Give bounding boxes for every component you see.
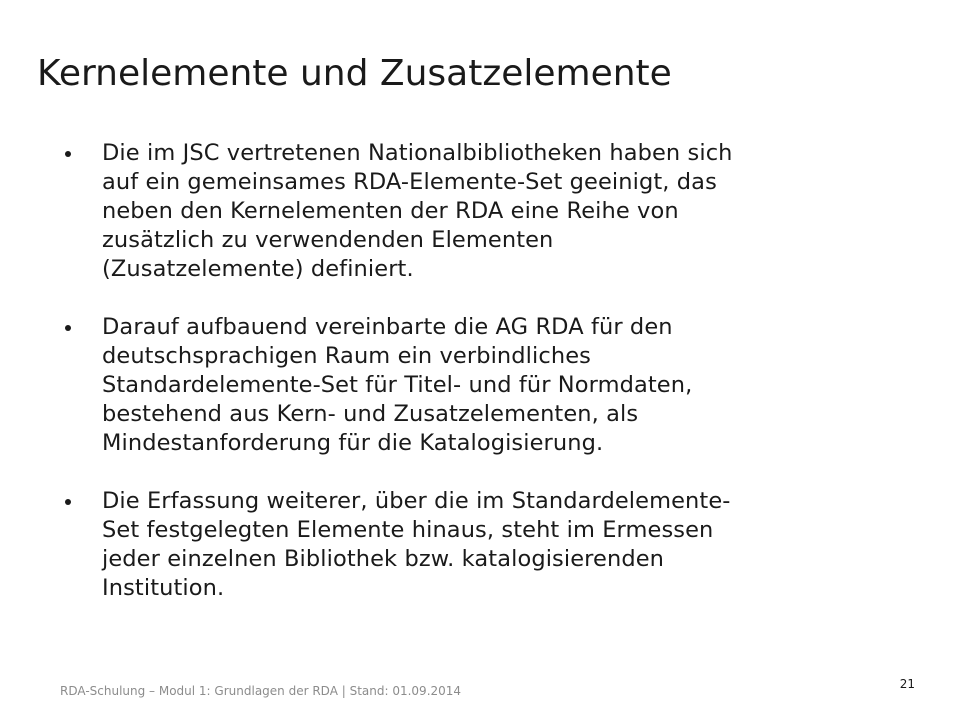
bullet-dot-icon (65, 325, 71, 331)
bullet-text-line: jeder einzelnen Bibliothek bzw. katalogisierenden (102, 546, 665, 572)
bullet-text-line: Darauf aufbauend vereinbarte die AG RDA für den (102, 314, 673, 340)
footer-text: RDA-Schulung – Modul 1: Grundlagen der RDA | Stand: 01.09.2014 (60, 684, 462, 698)
bullet-text-line: Mindestanforderung für die Katalogisierung. (102, 430, 604, 456)
bullet-text-line: Standardelemente-Set für Titel- und für Normdaten, (102, 372, 693, 398)
bullet-text-line: Die Erfassung weiterer, über die im Standardelemente- (102, 488, 731, 514)
bullet-text-line: zusätzlich zu verwendenden Elementen (102, 227, 554, 253)
bullet-item-jsc (65, 139, 865, 284)
bullet-list (65, 139, 865, 603)
bullet-item-ag-rda (65, 313, 865, 458)
bullet-item-erfassung (65, 487, 865, 603)
bullet-text-line: Institution. (102, 575, 225, 601)
bullet-text-line: auf ein gemeinsames RDA-Elemente-Set geeinigt, das (102, 169, 717, 195)
bullet-text-line: (Zusatzelemente) definiert. (102, 256, 414, 282)
bullet-dot-icon (65, 151, 71, 157)
bullet-dot-icon (65, 499, 71, 505)
bullet-text-line: Set festgelegten Elemente hinaus, steht im Ermessen (102, 517, 714, 543)
bullet-text-line: neben den Kernelementen der RDA eine Reihe von (102, 198, 679, 224)
bullet-text-line: deutschsprachigen Raum ein verbindliches (102, 343, 591, 369)
page-number: 21 (899, 677, 915, 691)
slide-title: Kernelemente und Zusatzelemente (37, 53, 672, 94)
bullet-text-line: Die im JSC vertretenen Nationalbibliotheken haben sich (102, 140, 733, 166)
bullet-text-line: bestehend aus Kern- und Zusatzelementen, als (102, 401, 639, 427)
